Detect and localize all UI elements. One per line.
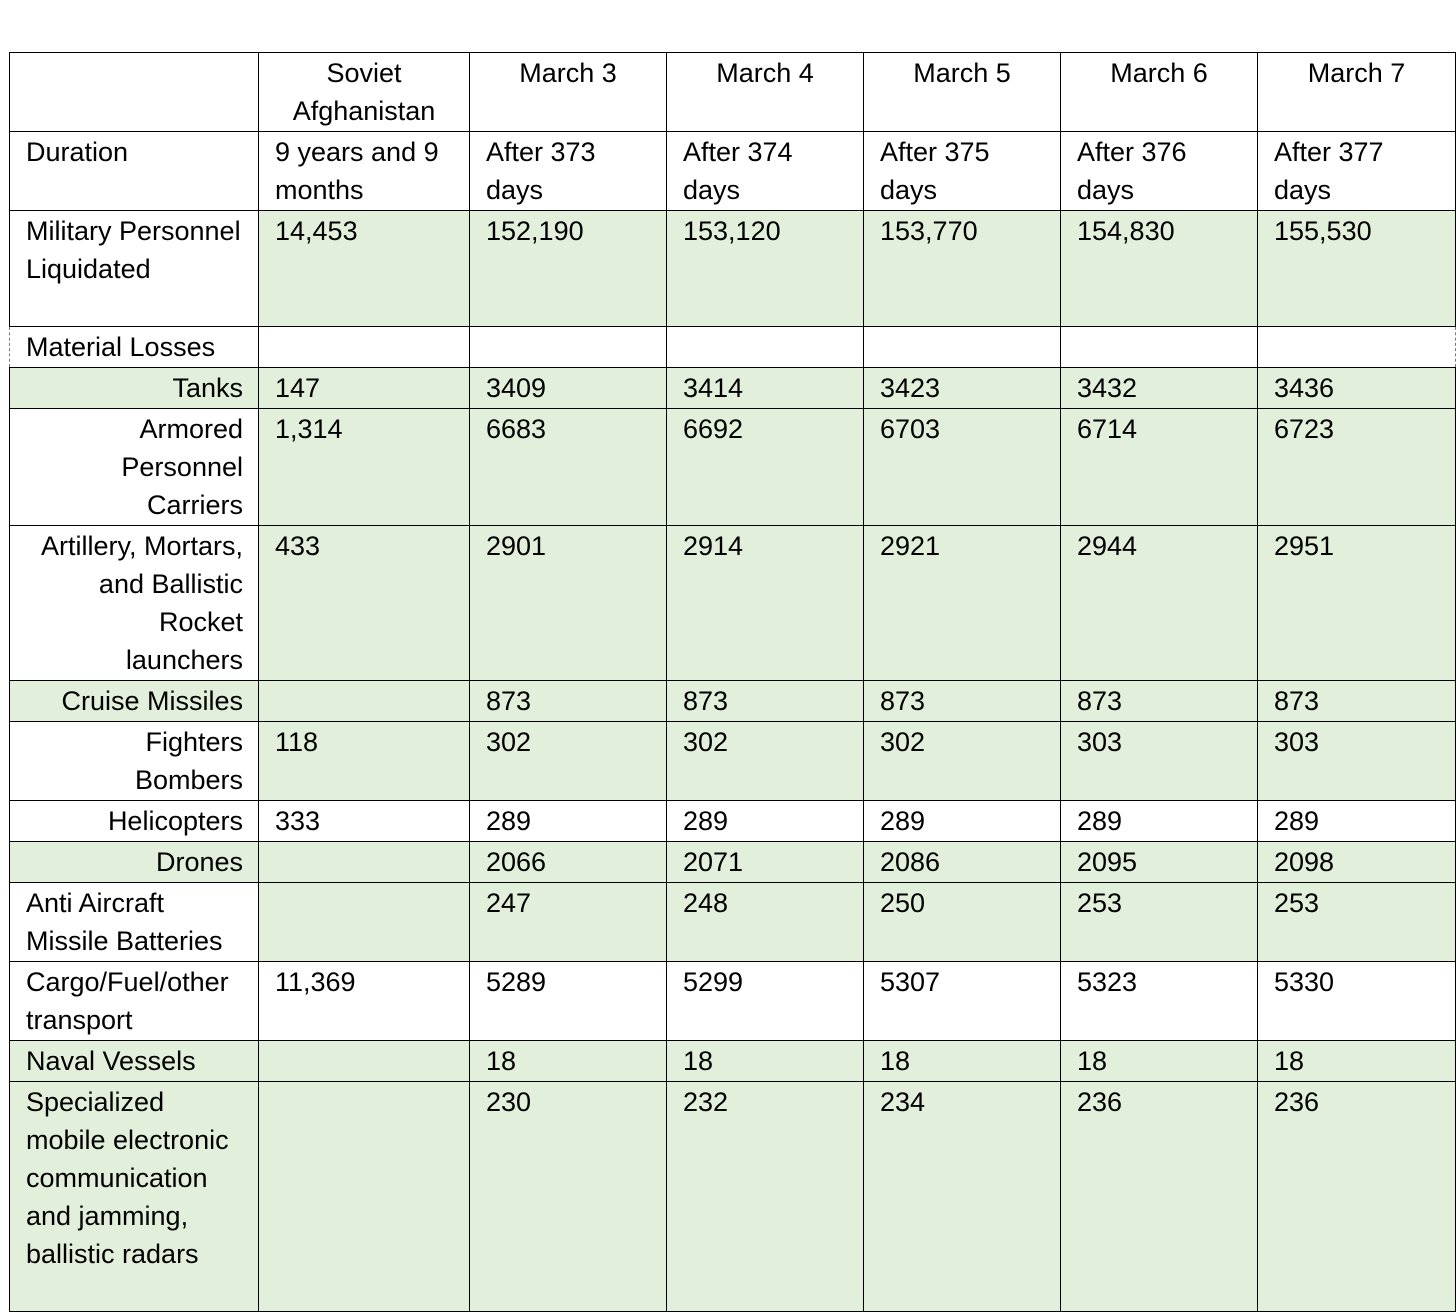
- header-corner-cell: [10, 53, 259, 132]
- value-cell: 3436: [1258, 368, 1456, 409]
- personnel-cell: 153,120: [667, 211, 864, 327]
- value-cell: 253: [1258, 883, 1456, 962]
- value-cell: 232: [667, 1082, 864, 1312]
- value-cell: 2951: [1258, 526, 1456, 681]
- value-cell: 247: [470, 883, 667, 962]
- header-soviet-afghanistan: Soviet Afghanistan: [259, 53, 470, 132]
- value-cell: 3423: [864, 368, 1061, 409]
- header-march-3: March 3: [470, 53, 667, 132]
- value-cell: 2914: [667, 526, 864, 681]
- value-cell: 236: [1061, 1082, 1258, 1312]
- value-cell: 303: [1258, 722, 1456, 801]
- value-cell: 2071: [667, 842, 864, 883]
- value-cell: 289: [864, 801, 1061, 842]
- duration-cell: After 375 days: [864, 132, 1061, 211]
- empty-cell: [1258, 327, 1456, 368]
- value-cell: 289: [1258, 801, 1456, 842]
- value-cell: 302: [667, 722, 864, 801]
- value-cell: 5323: [1061, 962, 1258, 1041]
- value-cell: 1,314: [259, 409, 470, 526]
- value-cell: 2066: [470, 842, 667, 883]
- value-cell: 250: [864, 883, 1061, 962]
- value-cell: [259, 842, 470, 883]
- table-row: [10, 681, 1456, 722]
- value-cell: 230: [470, 1082, 667, 1312]
- personnel-cell: 152,190: [470, 211, 667, 327]
- value-cell: 6692: [667, 409, 864, 526]
- value-cell: 2901: [470, 526, 667, 681]
- value-cell: 18: [1258, 1041, 1456, 1082]
- value-cell: 5289: [470, 962, 667, 1041]
- empty-cell: [864, 327, 1061, 368]
- value-cell: 6703: [864, 409, 1061, 526]
- table-row: [10, 368, 1456, 409]
- value-cell: 302: [864, 722, 1061, 801]
- value-cell: 253: [1061, 883, 1258, 962]
- value-cell: 18: [1061, 1041, 1258, 1082]
- header-row: [10, 53, 1456, 132]
- value-cell: 2944: [1061, 526, 1258, 681]
- duration-cell: After 373 days: [470, 132, 667, 211]
- row-label-helicopters: Helicopters: [10, 801, 259, 842]
- losses-comparison-table: [9, 52, 1456, 1312]
- value-cell: 289: [1061, 801, 1258, 842]
- table-row: [10, 526, 1456, 681]
- value-cell: 5307: [864, 962, 1061, 1041]
- value-cell: 3432: [1061, 368, 1258, 409]
- value-cell: 18: [667, 1041, 864, 1082]
- value-cell: 11,369: [259, 962, 470, 1041]
- row-label-drones: Drones: [10, 842, 259, 883]
- personnel-cell: 155,530: [1258, 211, 1456, 327]
- table-row: [10, 1082, 1456, 1312]
- value-cell: [259, 681, 470, 722]
- value-cell: 18: [470, 1041, 667, 1082]
- personnel-cell: 14,453: [259, 211, 470, 327]
- value-cell: 5299: [667, 962, 864, 1041]
- value-cell: 289: [667, 801, 864, 842]
- header-march-6: March 6: [1061, 53, 1258, 132]
- empty-cell: [667, 327, 864, 368]
- row-label-cargo-transport: Cargo/Fuel/other transport: [10, 962, 259, 1041]
- value-cell: 6714: [1061, 409, 1258, 526]
- value-cell: 3409: [470, 368, 667, 409]
- table-row: [10, 801, 1456, 842]
- value-cell: [259, 1041, 470, 1082]
- value-cell: 873: [864, 681, 1061, 722]
- row-label-fighters-bombers: Fighters Bombers: [10, 722, 259, 801]
- personnel-label: Military Personnel Liquidated: [10, 211, 259, 327]
- value-cell: 3414: [667, 368, 864, 409]
- header-march-4: March 4: [667, 53, 864, 132]
- value-cell: 873: [1258, 681, 1456, 722]
- value-cell: 302: [470, 722, 667, 801]
- value-cell: 333: [259, 801, 470, 842]
- value-cell: 6683: [470, 409, 667, 526]
- value-cell: 236: [1258, 1082, 1456, 1312]
- row-label-naval-vessels: Naval Vessels: [10, 1041, 259, 1082]
- duration-cell: After 377 days: [1258, 132, 1456, 211]
- table-row: [10, 1041, 1456, 1082]
- duration-cell: After 376 days: [1061, 132, 1258, 211]
- value-cell: 234: [864, 1082, 1061, 1312]
- value-cell: 289: [470, 801, 667, 842]
- personnel-row: [10, 211, 1456, 327]
- material-losses-row: [10, 327, 1456, 368]
- value-cell: 118: [259, 722, 470, 801]
- table-row: [10, 722, 1456, 801]
- table-row: [10, 842, 1456, 883]
- value-cell: 873: [667, 681, 864, 722]
- value-cell: 18: [864, 1041, 1061, 1082]
- duration-cell: After 374 days: [667, 132, 864, 211]
- value-cell: 2921: [864, 526, 1061, 681]
- value-cell: 873: [470, 681, 667, 722]
- personnel-cell: 154,830: [1061, 211, 1258, 327]
- value-cell: 2086: [864, 842, 1061, 883]
- table-row: [10, 883, 1456, 962]
- table-row: [10, 962, 1456, 1041]
- row-label-tanks: Tanks: [10, 368, 259, 409]
- row-label-cruise-missiles: Cruise Missiles: [10, 681, 259, 722]
- value-cell: 5330: [1258, 962, 1456, 1041]
- value-cell: 433: [259, 526, 470, 681]
- value-cell: 303: [1061, 722, 1258, 801]
- value-cell: 873: [1061, 681, 1258, 722]
- row-label-armored-personnel-carriers: Armored Personnel Carriers: [10, 409, 259, 526]
- header-march-5: March 5: [864, 53, 1061, 132]
- header-march-7: March 7: [1258, 53, 1456, 132]
- personnel-cell: 153,770: [864, 211, 1061, 327]
- row-label-anti-aircraft: Anti Aircraft Missile Batteries: [10, 883, 259, 962]
- empty-cell: [1061, 327, 1258, 368]
- table-row: [10, 409, 1456, 526]
- material-losses-label: Material Losses: [10, 327, 259, 368]
- value-cell: 6723: [1258, 409, 1456, 526]
- value-cell: 2098: [1258, 842, 1456, 883]
- value-cell: 147: [259, 368, 470, 409]
- duration-row: [10, 132, 1456, 211]
- row-label-artillery: Artillery, Mortars, and Ballistic Rocket launchers: [10, 526, 259, 681]
- value-cell: [259, 1082, 470, 1312]
- value-cell: 2095: [1061, 842, 1258, 883]
- row-label-specialized-radars: Specialized mobile electronic communication and jamming, ballistic radars: [10, 1082, 259, 1312]
- duration-label: Duration: [10, 132, 259, 211]
- value-cell: 248: [667, 883, 864, 962]
- losses-table-container: [9, 52, 1455, 1312]
- empty-cell: [470, 327, 667, 368]
- duration-cell: 9 years and 9 months: [259, 132, 470, 211]
- value-cell: [259, 883, 470, 962]
- empty-cell: [259, 327, 470, 368]
